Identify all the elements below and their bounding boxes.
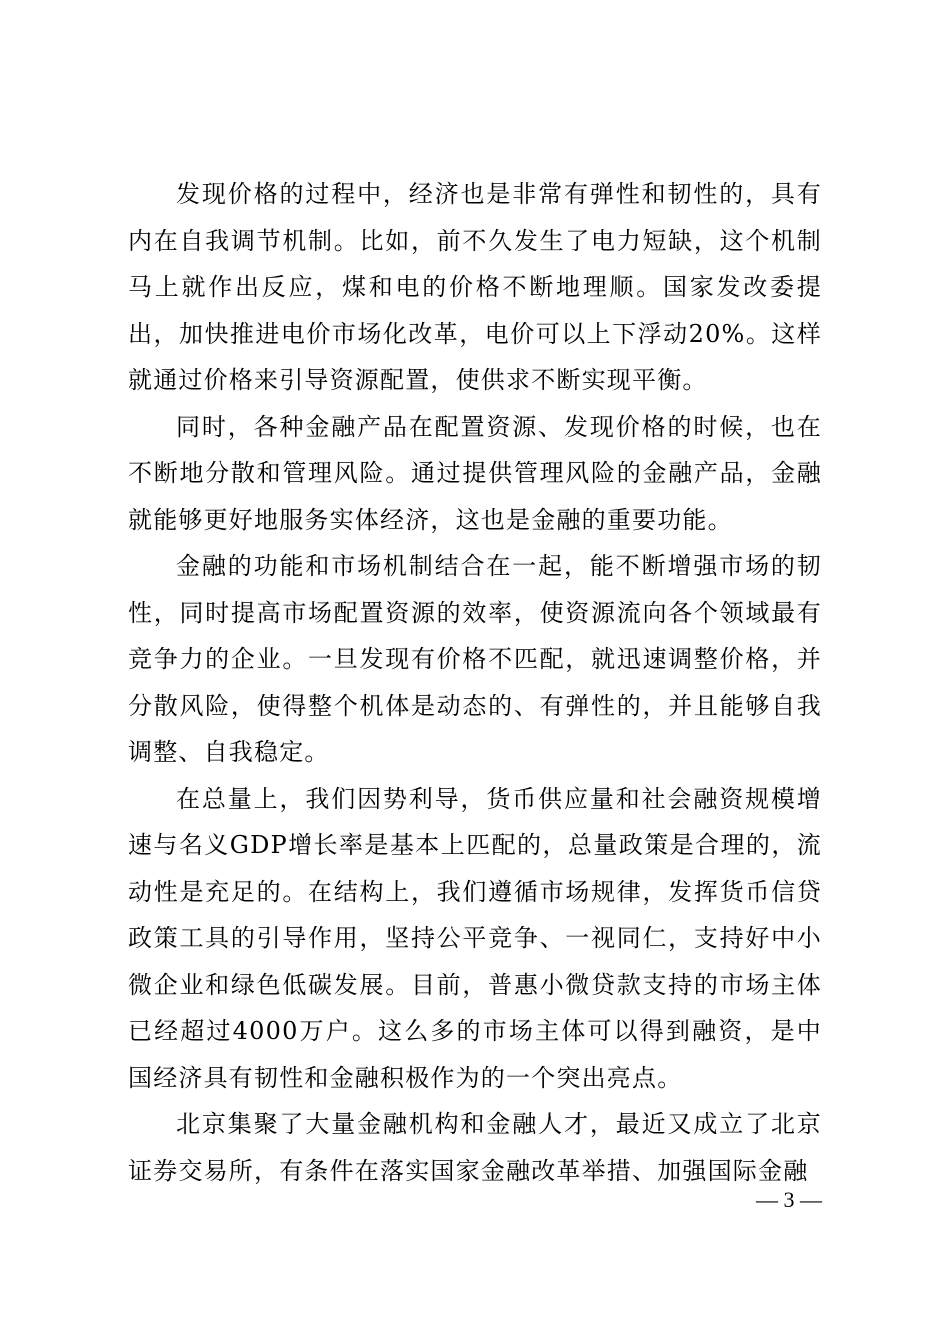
paragraph-market-mechanism: 金融的功能和市场机制结合在一起，能不断增强市场的韧性，同时提高市场配置资源的效率，使资源流向各个领域最有竞争力的企业。一旦发现有价格不匹配，就迅速调整价格，并分散风险，使得整个机体是动态的、有弹性的，并且能够自我调整、自我稳定。 [128,552,822,766]
paragraph-price-discovery: 发现价格的过程中，经济也是非常有弹性和韧性的，具有内在自我调节机制。比如，前不久发生了电力短缺，这个机制马上就作出反应，煤和电的价格不断地理顺。国家发改委提出，加快推进电价市场化改革，电价可以上下浮动20%。这样就通过价格来引导资源配置，使供求不断实现平衡。 [128,180,822,394]
paragraph-risk-management: 同时，各种金融产品在配置资源、发现价格的时候，也在不断地分散和管理风险。通过提供管理风险的金融产品，金融就能够更好地服务实体经济，这也是金融的重要功能。 [128,412,822,534]
page-number: — 3 — [756,1187,822,1212]
paragraph-aggregate-policy: 在总量上，我们因势利导，货币供应量和社会融资规模增速与名义GDP增长率是基本上匹配的，总量政策是合理的，流动性是充足的。在结构上，我们遵循市场规律，发挥货币信贷政策工具的引导作用，坚持公平竞争、一视同仁，支持好中小微企业和绿色低碳发展。目前，普惠小微贷款支持的市场主体已经超过4000万户。这么多的市场主体可以得到融资，是中国经济具有韧性和金融积极作为的一个突出亮点。 [128,784,822,1092]
paragraph-beijing-finance: 北京集聚了大量金融机构和金融人才，最近又成立了北京证券交易所，有条件在落实国家金融改革举措、加强国际金融 [128,1110,822,1185]
document-body [128,171,822,1194]
